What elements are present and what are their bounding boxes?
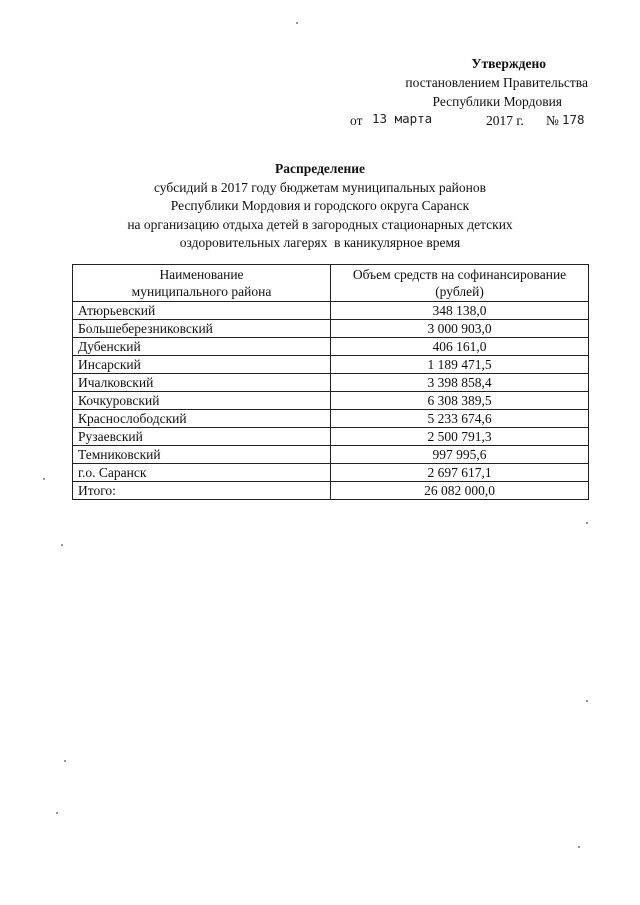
column-header-amount-line2: (рублей) <box>435 284 484 299</box>
subsidy-amount: 1 189 471,5 <box>331 356 589 374</box>
date-day-month: 13 марта <box>372 111 433 126</box>
district-name: Кочкуровский <box>73 392 331 410</box>
table-row <box>73 464 589 482</box>
scan-speck <box>586 700 588 702</box>
approval-republic-line: Республики Мордовия <box>432 94 562 109</box>
heading-line-4: оздоровительных лагерях в каникулярное время <box>179 235 461 250</box>
scan-speck <box>586 522 588 524</box>
subsidy-amount: 406 161,0 <box>331 338 589 356</box>
district-name: Ичалковский <box>73 374 331 392</box>
approval-date-line <box>350 111 588 131</box>
district-name: Большеберезниковский <box>73 320 331 338</box>
subsidy-amount: 2 500 791,3 <box>331 428 589 446</box>
subsidy-amount: 5 233 674,6 <box>331 410 589 428</box>
table-row <box>73 482 589 500</box>
table-row <box>73 428 589 446</box>
district-name: Рузаевский <box>73 428 331 446</box>
column-header-amount <box>331 265 589 302</box>
scan-speck <box>296 22 298 24</box>
district-name: Атюрьевский <box>73 302 331 320</box>
subsidy-amount: 6 308 389,5 <box>331 392 589 410</box>
heading-line-2: Республики Мордовия и городского округа Саранск <box>170 198 470 213</box>
column-header-district <box>73 265 331 302</box>
district-name: Дубенский <box>73 338 331 356</box>
table-row <box>73 374 589 392</box>
subsidy-amount: 2 697 617,1 <box>331 464 589 482</box>
table-row <box>73 392 589 410</box>
date-prefix: от <box>350 113 363 128</box>
column-header-amount-line1: Объем средств на софинансирование <box>352 267 567 282</box>
subsidy-amount: 3 000 903,0 <box>331 320 589 338</box>
distribution-table <box>72 264 589 500</box>
number-prefix: № <box>546 113 559 128</box>
document-heading <box>0 160 640 253</box>
subsidy-amount: 3 398 858,4 <box>331 374 589 392</box>
district-name: Инсарский <box>73 356 331 374</box>
table-row <box>73 338 589 356</box>
district-name: г.о. Саранск <box>73 464 331 482</box>
scan-speck <box>64 760 66 762</box>
table-row <box>73 410 589 428</box>
approval-stamp <box>350 54 588 131</box>
table-row <box>73 320 589 338</box>
scan-speck <box>578 846 580 848</box>
date-year: 2017 г. <box>486 113 524 128</box>
district-name: Темниковский <box>73 446 331 464</box>
column-header-district-line1: Наименование <box>159 267 244 282</box>
approval-title: Утверждено <box>471 56 546 71</box>
subsidy-amount: 26 082 000,0 <box>331 482 589 500</box>
document-title: Распределение <box>274 161 366 176</box>
scan-speck <box>56 812 58 814</box>
heading-line-3: на организацию отдыха детей в загородных стационарных детских <box>127 216 513 232</box>
scan-speck <box>61 544 63 546</box>
column-header-district-line2: муниципального района <box>131 284 272 299</box>
approval-decree-line: постановлением Правительства <box>405 75 588 90</box>
table-row <box>73 446 589 464</box>
scan-speck <box>43 478 45 480</box>
table-row <box>73 356 589 374</box>
subsidy-amount: 997 995,6 <box>331 446 589 464</box>
decree-number: 178 <box>562 112 585 127</box>
heading-line-1: субсидий в 2017 году бюджетам муниципальных районов <box>153 179 486 195</box>
table-header-row <box>73 265 589 302</box>
district-name: Итого: <box>73 482 331 500</box>
subsidy-amount: 348 138,0 <box>331 302 589 320</box>
table-row <box>73 302 589 320</box>
district-name: Краснослободский <box>73 410 331 428</box>
